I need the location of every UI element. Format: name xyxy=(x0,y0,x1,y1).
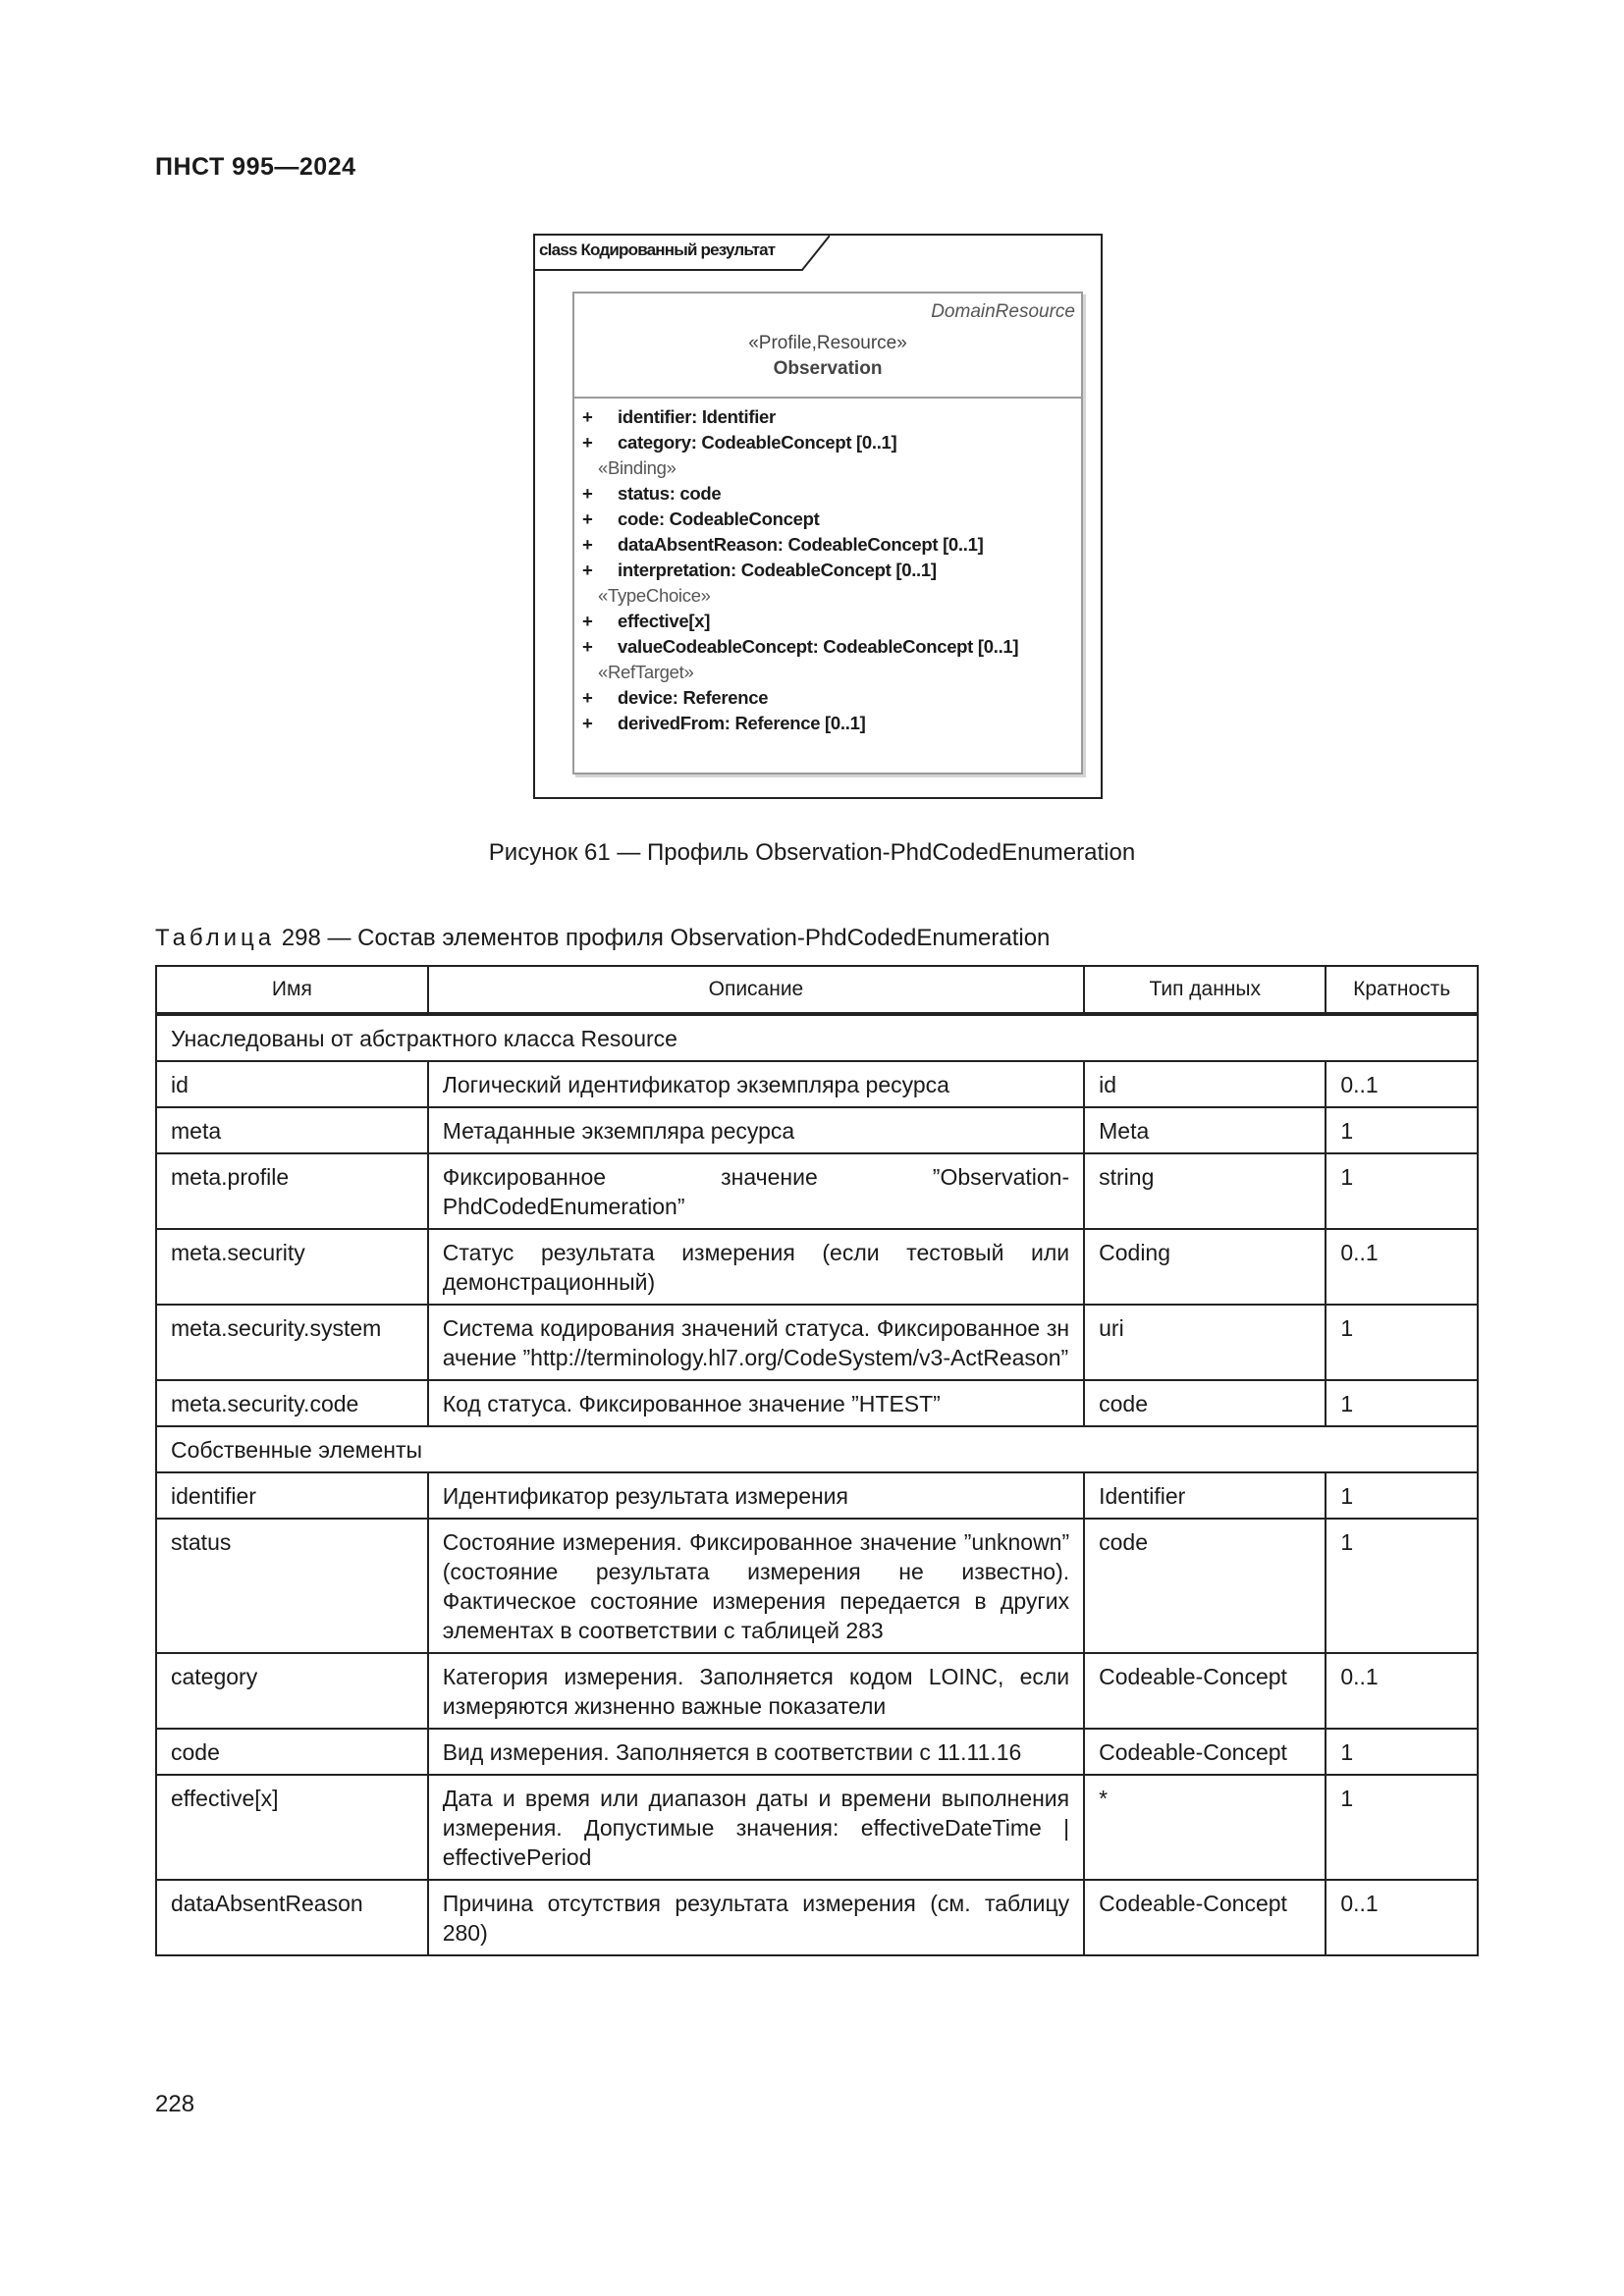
cell-type: Identifier xyxy=(1084,1472,1326,1519)
cell-name: effective[x] xyxy=(156,1775,428,1880)
uml-diagram-frame xyxy=(533,234,1103,799)
elements-table xyxy=(155,965,1479,1956)
uml-attribute: + effective[x] xyxy=(582,611,711,631)
uml-group-reftarget: «RefTarget» xyxy=(598,662,694,682)
cell-name: category xyxy=(156,1653,428,1729)
uml-attribute: + code: CodeableConcept xyxy=(582,508,820,529)
cell-type: id xyxy=(1084,1061,1326,1107)
uml-group-binding: «Binding» xyxy=(598,457,677,478)
table-section-row xyxy=(156,1426,1478,1472)
cell-cardinality: 0..1 xyxy=(1326,1880,1478,1955)
table-row xyxy=(156,1519,1478,1653)
cell-type: * xyxy=(1084,1775,1326,1880)
table-row xyxy=(156,1729,1478,1775)
cell-description: Код статуса. Фиксированное значение ”HTEST” xyxy=(428,1380,1084,1426)
cell-cardinality: 1 xyxy=(1326,1775,1478,1880)
cell-description: Идентификатор результата измерения xyxy=(428,1472,1084,1519)
cell-cardinality: 1 xyxy=(1326,1107,1478,1153)
cell-description: Категория измерения. Заполняется кодом LOINC, если измеряются жизненно важные показатели xyxy=(428,1653,1084,1729)
table-row xyxy=(156,1380,1478,1426)
table-section-row xyxy=(156,1014,1478,1061)
uml-class-box xyxy=(572,292,1083,774)
table-caption-text: 298 — Состав элементов профиля Observation-PhdCodedEnumeration xyxy=(281,925,1051,951)
cell-name: meta.security xyxy=(156,1229,428,1305)
cell-description: Логический идентификатор экземпляра ресурса xyxy=(428,1061,1084,1107)
cell-name: code xyxy=(156,1729,428,1775)
cell-name: meta.security.code xyxy=(156,1380,428,1426)
table-row xyxy=(156,1229,1478,1305)
uml-attribute: + status: code xyxy=(582,483,722,504)
uml-attribute: + interpretation: CodeableConcept [0..1] xyxy=(582,560,937,580)
cell-description: Статус результата измерения (если тестовый или демонстрационный) xyxy=(428,1229,1084,1305)
column-header-name: Имя xyxy=(156,966,428,1014)
cell-name: dataAbsentReason xyxy=(156,1880,428,1955)
uml-attribute: + identifier: Identifier xyxy=(582,406,776,427)
section-title-inherited: Унаследованы от абстрактного класса Resource xyxy=(156,1014,1478,1061)
cell-type: Meta xyxy=(1084,1107,1326,1153)
cell-description: Причина отсутствия результата измерения (см. таблицу 280) xyxy=(428,1880,1084,1955)
section-title-own: Собственные элементы xyxy=(156,1426,1478,1472)
table-row xyxy=(156,1775,1478,1880)
table-caption xyxy=(155,925,1050,952)
table-row xyxy=(156,1880,1478,1955)
table-row xyxy=(156,1107,1478,1153)
cell-name: identifier xyxy=(156,1472,428,1519)
uml-class-header xyxy=(574,294,1081,399)
column-header-cardinality: Кратность xyxy=(1326,966,1478,1014)
table-row xyxy=(156,1472,1478,1519)
uml-attribute: + device: Reference xyxy=(582,687,769,708)
uml-attribute: + valueCodeableConcept: CodeableConcept [0..1] xyxy=(582,636,1019,657)
uml-parent-class: DomainResource xyxy=(931,301,1075,322)
table-row xyxy=(156,1305,1478,1380)
document-header: ПНСТ 995—2024 xyxy=(155,153,356,181)
table-caption-label: Таблица xyxy=(155,925,276,951)
cell-type: code xyxy=(1084,1519,1326,1653)
cell-name: meta xyxy=(156,1107,428,1153)
cell-cardinality: 1 xyxy=(1326,1472,1478,1519)
cell-description: Фиксированное значение ”Observation-PhdCodedEnumeration” xyxy=(428,1153,1084,1229)
cell-name: meta.profile xyxy=(156,1153,428,1229)
uml-attribute: + dataAbsentReason: CodeableConcept [0..1] xyxy=(582,534,984,555)
cell-description: Дата и время или диапазон даты и времени выполнения измерения. Допустимые значения: effectiveDateTime | effectivePeriod xyxy=(428,1775,1084,1880)
uml-frame-title: class Кодированный результат xyxy=(539,240,776,259)
column-header-description: Описание xyxy=(428,966,1084,1014)
cell-description: Метаданные экземпляра ресурса xyxy=(428,1107,1084,1153)
cell-cardinality: 0..1 xyxy=(1326,1229,1478,1305)
cell-description: Система кодирования значений статуса. Фиксированное значение ”http://terminology.hl7.org/CodeSystem/v3-ActReason” xyxy=(428,1305,1084,1380)
uml-class-name: Observation xyxy=(773,358,883,379)
cell-type: Coding xyxy=(1084,1229,1326,1305)
cell-name: status xyxy=(156,1519,428,1653)
figure-caption: Рисунок 61 — Профиль Observation-PhdCodedEnumeration xyxy=(488,839,1136,866)
cell-description: Состояние измерения. Фиксированное значение ”unknown” (состояние результата измерения не известно). Фактическое состояние измерения передается в других элементах в соответствии с таблицей 283 xyxy=(428,1519,1084,1653)
cell-type: uri xyxy=(1084,1305,1326,1380)
cell-type: Codeable-Concept xyxy=(1084,1653,1326,1729)
cell-type: string xyxy=(1084,1153,1326,1229)
uml-stereotype: «Profile,Resource» xyxy=(748,333,907,353)
cell-cardinality: 1 xyxy=(1326,1380,1478,1426)
cell-type: Codeable-Concept xyxy=(1084,1729,1326,1775)
cell-cardinality: 1 xyxy=(1326,1305,1478,1380)
cell-cardinality: 1 xyxy=(1326,1729,1478,1775)
table-row xyxy=(156,1153,1478,1229)
cell-cardinality: 0..1 xyxy=(1326,1653,1478,1729)
cell-cardinality: 1 xyxy=(1326,1519,1478,1653)
table-header-row xyxy=(156,966,1478,1014)
uml-attribute: + category: CodeableConcept [0..1] xyxy=(582,432,897,453)
cell-type: Codeable-Concept xyxy=(1084,1880,1326,1955)
uml-attributes xyxy=(574,399,1081,736)
table-row xyxy=(156,1061,1478,1107)
uml-group-typechoice: «TypeChoice» xyxy=(598,585,711,606)
cell-name: meta.security.system xyxy=(156,1305,428,1380)
page-number: 228 xyxy=(155,2091,195,2117)
cell-cardinality: 0..1 xyxy=(1326,1061,1478,1107)
cell-description: Вид измерения. Заполняется в соответствии с 11.11.16 xyxy=(428,1729,1084,1775)
column-header-type: Тип данных xyxy=(1084,966,1326,1014)
cell-type: code xyxy=(1084,1380,1326,1426)
cell-name: id xyxy=(156,1061,428,1107)
uml-attribute: + derivedFrom: Reference [0..1] xyxy=(582,713,866,733)
cell-cardinality: 1 xyxy=(1326,1153,1478,1229)
table-row xyxy=(156,1653,1478,1729)
